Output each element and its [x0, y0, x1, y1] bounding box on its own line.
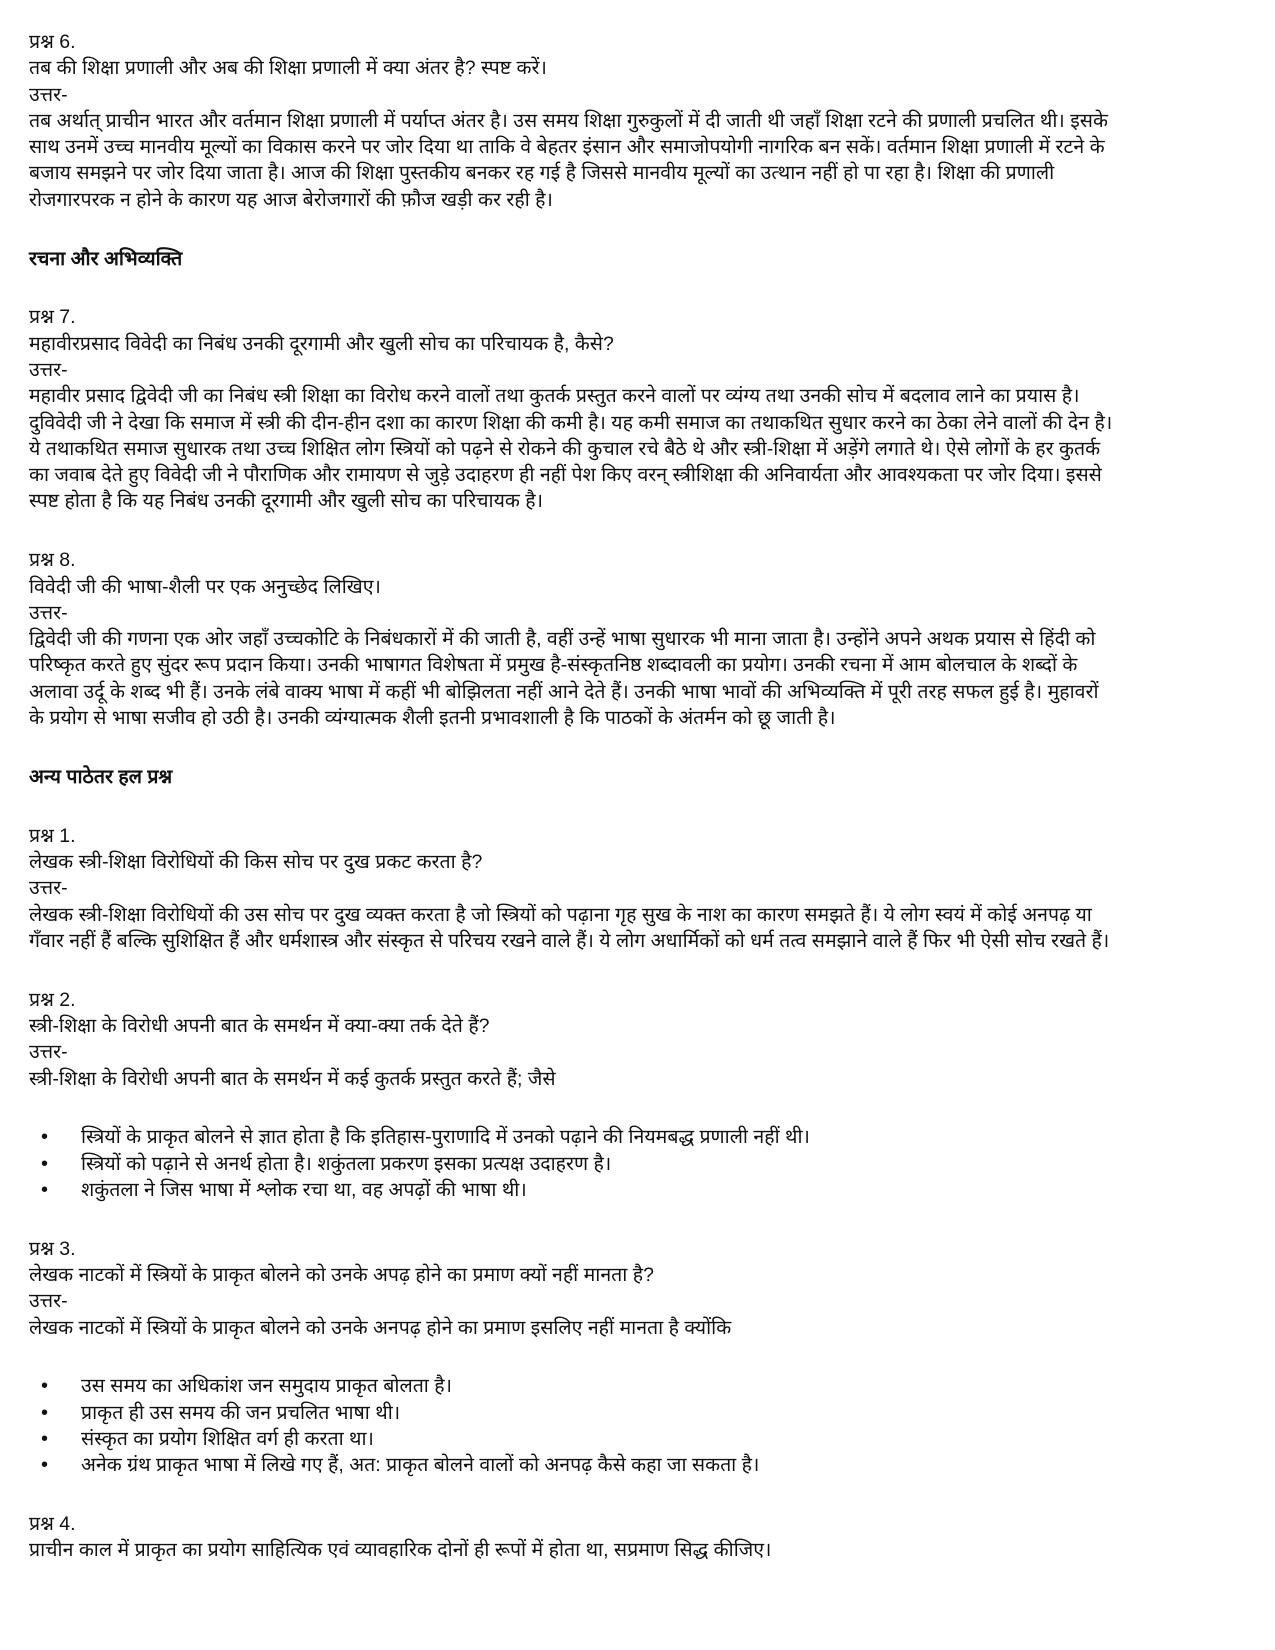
answer-label: उत्तर-	[29, 358, 68, 381]
section-heading: रचना और अभिव्यक्ति	[29, 247, 183, 270]
answer-line: महावीर प्रसाद द्विवेदी जी का निबंध स्त्री शिक्षा का विरोध करने वालों तथा कुतर्क प्रस्तुत करने वालों पर व्यंग्य तथा उनकी सोच में बदलाव लाने का प्रयास है।	[29, 385, 1080, 408]
question-text: लेखक नाटकों में स्त्रियों के प्राकृत बोलने को उनके अपढ़ होने का प्रमाण क्यों नहीं मानता है?	[29, 1263, 654, 1286]
bullet-item: • शकुंतला ने जिस भाषा में श्लोक रचा था, वह अपढ़ों की भाषा थी।	[29, 1177, 1265, 1203]
bullet-item: • स्त्रियों को पढ़ाने से अनर्थ होता है। शकुंतला प्रकरण इसका प्रत्यक्ष उदाहरण है।	[29, 1151, 1265, 1177]
answer-line: रोजगारपरक न होने के कारण यह आज बेरोजगारों की फ़ौज खड़ी कर रही है।	[29, 188, 553, 211]
answer-label: उत्तर-	[29, 83, 68, 106]
answer-line: साथ उनमें उच्च मानवीय मूल्यों का विकास करने पर जोर दिया था ताकि वे बेहतर इंसान और समाजोपयोगी नागरिक बन सकें। वर्तमान शिक्षा प्रणाली में रटने के	[29, 136, 1105, 159]
answer-line: द्विवेदी जी की गणना एक ओर जहाँ उच्चकोटि के निबंधकारों में की जाती है, वहीं उन्हें भाषा सुधारक भी माना जाता है। उन्होंने अपने अथक प्रयास से हिंदी को	[29, 628, 1096, 651]
bullet-item: • उस समय का अधिकांश जन समुदाय प्राकृत बोलता है।	[29, 1373, 1265, 1399]
bullet-item: • संस्कृत का प्रयोग शिक्षित वर्ग ही करता था।	[29, 1426, 1265, 1452]
question-label: प्रश्न 6.	[29, 31, 76, 53]
bullet-list	[29, 1373, 1265, 1478]
answer-line: लेखक नाटकों में स्त्रियों के प्राकृत बोलने को उनके अनपढ़ होने का प्रमाण इसलिए नहीं मानता है क्योंकि	[29, 1316, 732, 1339]
question-text: स्त्री-शिक्षा के विरोधी अपनी बात के समर्थन में क्या-क्या तर्क देते हैं?	[29, 1014, 490, 1037]
answer-label: उत्तर-	[29, 1290, 68, 1313]
answer-label: उत्तर-	[29, 601, 68, 624]
answer-line: का जवाब देते हुए विवेदी जी ने पौराणिक और रामायण से जुड़े उदाहरण ही नहीं पेश किए वरन् स्त्रीशिक्षा की अनिवार्यता और आवश्यकता पर जोर दिया। इससे	[29, 464, 1102, 487]
bullet-list	[29, 1124, 1265, 1203]
answer-line: बजाय समझने पर जोर दिया जाता है। आज की शिक्षा पुस्तकीय बनकर रह गई है जिससे मानवीय मूल्यों का उत्थान नहीं हो पा रहा है। शिक्षा की प्रणाली	[29, 162, 1055, 185]
extra-question-3	[29, 1236, 1265, 1341]
answer-line: लेखक स्त्री-शिक्षा विरोधियों की उस सोच पर दुख व्यक्त करता है जो स्त्रियों को पढ़ाना गृह सुख के नाश का कारण समझते हैं। ये लोग स्वयं में कोई अनपढ़ या	[29, 903, 1092, 926]
question-6	[29, 29, 1265, 213]
question-8	[29, 547, 1265, 731]
answer-line: दुविवेदी जी ने देखा कि समाज में स्त्री की दीन-हीन दशा का कारण शिक्षा की कमी है। यह कमी समाज का तथाकथित सुधार करने का ठेका लेने वालों की देन है।	[29, 411, 1113, 434]
answer-line: अलावा उर्दू के शब्द भी हैं। उनके लंबे वाक्य भाषा में कहीं भी बोझिलता नहीं आने देते हैं। उनकी भाषा भावों की अभिव्यक्ति में पूरी तरह सफल हुई है। मुहावरों	[29, 680, 1099, 703]
answer-line: ये तथाकथित समाज सुधारक तथा उच्च शिक्षित लोग स्त्रियों को पढ़ने से रोकने की कुचाल रचे बैठे थे और स्त्री-शिक्षा में अड़ेंगे लगाते थे। ऐसे लोगों के हर कुतर्क	[29, 437, 1101, 460]
question-text: लेखक स्त्री-शिक्षा विरोधियों की किस सोच पर दुख प्रकट करता है?	[29, 850, 483, 873]
question-label: प्रश्न 3.	[29, 1237, 76, 1260]
answer-line: स्त्री-शिक्षा के विरोधी अपनी बात के समर्थन में कई कुतर्क प्रस्तुत करते हैं; जैसे	[29, 1067, 556, 1090]
question-7	[29, 304, 1265, 514]
answer-line: स्पष्ट होता है कि यह निबंध उनकी दूरगामी और खुली सोच का परिचायक है।	[29, 490, 544, 513]
document-page	[29, 29, 1265, 1596]
question-text: प्राचीन काल में प्राकृत का प्रयोग साहित्यिक एवं व्यावहारिक दोनों ही रूपों में होता था, सप्रमाण सिद्ध कीजिए।	[29, 1539, 772, 1562]
answer-line: परिष्कृत करते हुए सुंदर रूप प्रदान किया। उनकी भाषागत विशेषता में प्रमुख है-संस्कृतनिष्ठ शब्दावली का प्रयोग। उनकी रचना में आम बोलचाल के शब्दों के	[29, 654, 1078, 677]
answer-label: उत्तर-	[29, 877, 68, 900]
question-text: तब की शिक्षा प्रणाली और अब की शिक्षा प्रणाली में क्या अंतर है? स्पष्ट करें।	[29, 57, 547, 80]
bullet-item: • स्त्रियों के प्राकृत बोलने से ज्ञात होता है कि इतिहास-पुराणादि में उनको पढ़ाने की नियमबद्ध प्रणाली नहीं थी।	[29, 1124, 1265, 1150]
bullet-item: • प्राकृत ही उस समय की जन प्रचलित भाषा थी।	[29, 1400, 1265, 1426]
extra-question-2	[29, 987, 1265, 1092]
answer-label: उत्तर-	[29, 1041, 68, 1064]
answer-line: गँवार नहीं हैं बल्कि सुशिक्षित हैं और धर्मशास्त्र और संस्कृत से परिचय रखने वाले हैं। ये लोग अधार्मिकों को धर्म तत्व समझाने वाले हैं फिर भी ऐसी सोच रखते हैं।	[29, 929, 1110, 952]
question-label: प्रश्न 7.	[29, 306, 76, 329]
question-text: महावीरप्रसाद विवेदी का निबंध उनकी दूरगामी और खुली सोच का परिचायक है, कैसे?	[29, 332, 614, 355]
answer-line: के प्रयोग से भाषा सजीव हो उठी है। उनकी व्यंग्यात्मक शैली इतनी प्रभावशाली है कि पाठकों के अंतर्मन को छू जाती है।	[29, 707, 836, 730]
section-heading: अन्य पाठेतर हल प्रश्न	[29, 765, 173, 788]
question-label: प्रश्न 8.	[29, 549, 76, 572]
question-text: विवेदी जी की भाषा-शैली पर एक अनुच्छेद लिखिए।	[29, 575, 381, 598]
question-label: प्रश्न 2.	[29, 988, 76, 1011]
extra-question-4	[29, 1511, 1265, 1564]
extra-question-1	[29, 823, 1265, 954]
question-label: प्रश्न 1.	[29, 824, 76, 847]
bullet-item: • अनेक ग्रंथ प्राकृत भाषा में लिखे गए हैं, अत: प्राकृत बोलने वालों को अनपढ़ कैसे कहा जा सकता है।	[29, 1452, 1265, 1478]
question-label: प्रश्न 4.	[29, 1513, 76, 1536]
answer-line: तब अर्थात् प्राचीन भारत और वर्तमान शिक्षा प्रणाली में पर्याप्त अंतर है। उस समय शिक्षा गुरुकुलों में दी जाती थी जहाँ शिक्षा रटने की प्रणाली प्रचलित थी। इसके	[29, 109, 1108, 132]
